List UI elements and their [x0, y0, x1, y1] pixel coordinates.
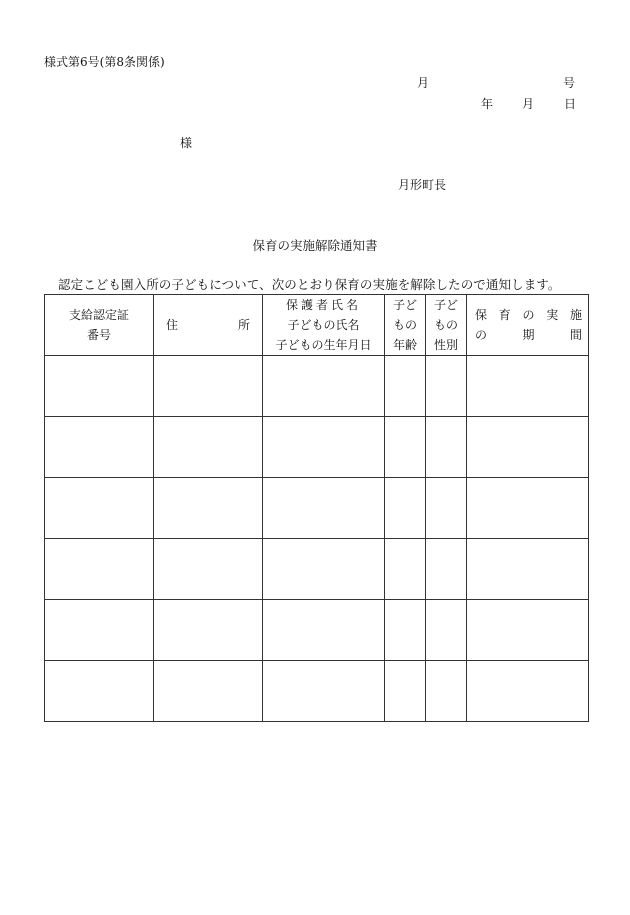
table-cell	[467, 417, 589, 478]
table-cell	[426, 356, 467, 417]
notice-table	[44, 294, 589, 722]
table-row	[45, 417, 589, 478]
table-row	[45, 356, 589, 417]
table-cell	[263, 356, 385, 417]
table-cell	[426, 539, 467, 600]
header-care-period: 保 育 の 実 施 の 期 間	[467, 295, 589, 356]
table-header-row	[45, 295, 589, 356]
table-cell	[467, 356, 589, 417]
table-cell	[385, 661, 426, 722]
table-cell	[467, 478, 589, 539]
table-cell	[426, 478, 467, 539]
table-cell	[45, 661, 154, 722]
table-cell	[385, 478, 426, 539]
table-cell	[467, 661, 589, 722]
table-cell	[467, 539, 589, 600]
table-cell	[385, 539, 426, 600]
header-certificate-number: 支給認定証 番号	[45, 295, 154, 356]
table-cell	[385, 417, 426, 478]
addressee-honorific: 様	[180, 136, 193, 150]
document-number-suffix: 号	[563, 76, 576, 90]
notice-body-text: 認定こども園入所の子どもについて、次のとおり保育の実施を解除したので通知します。	[58, 277, 561, 292]
table-cell	[154, 661, 263, 722]
date-year-label: 年	[481, 97, 494, 111]
table-row	[45, 539, 589, 600]
table-cell	[263, 661, 385, 722]
date-day-label: 日	[564, 97, 577, 111]
date-month-label: 月	[522, 97, 535, 111]
table-row	[45, 600, 589, 661]
form-number: 様式第6号(第8条関係)	[44, 55, 165, 69]
table-cell	[263, 539, 385, 600]
table-cell	[426, 661, 467, 722]
table-row	[45, 478, 589, 539]
table-cell	[426, 417, 467, 478]
header-child-age: 子ど もの 年齢	[385, 295, 426, 356]
document-title: 保育の実施解除通知書	[252, 238, 378, 253]
document-number-month: 月	[417, 76, 430, 90]
sender-name: 月形町長	[398, 178, 447, 192]
table-cell	[154, 417, 263, 478]
header-address: 住 所	[154, 295, 263, 356]
table-cell	[467, 600, 589, 661]
table-cell	[263, 600, 385, 661]
table-cell	[263, 417, 385, 478]
table-cell	[45, 600, 154, 661]
header-child-gender: 子ど もの 性別	[426, 295, 467, 356]
table-cell	[426, 600, 467, 661]
table-cell	[385, 356, 426, 417]
table-cell	[154, 600, 263, 661]
table-row	[45, 661, 589, 722]
table-cell	[45, 478, 154, 539]
table-cell	[385, 600, 426, 661]
table-cell	[45, 417, 154, 478]
table-cell	[263, 478, 385, 539]
table-cell	[154, 356, 263, 417]
header-guardian-child-info: 保護者氏名 子どもの氏名 子どもの生年月日	[263, 295, 385, 356]
table-cell	[45, 539, 154, 600]
table-cell	[45, 356, 154, 417]
table-cell	[154, 539, 263, 600]
table-cell	[154, 478, 263, 539]
